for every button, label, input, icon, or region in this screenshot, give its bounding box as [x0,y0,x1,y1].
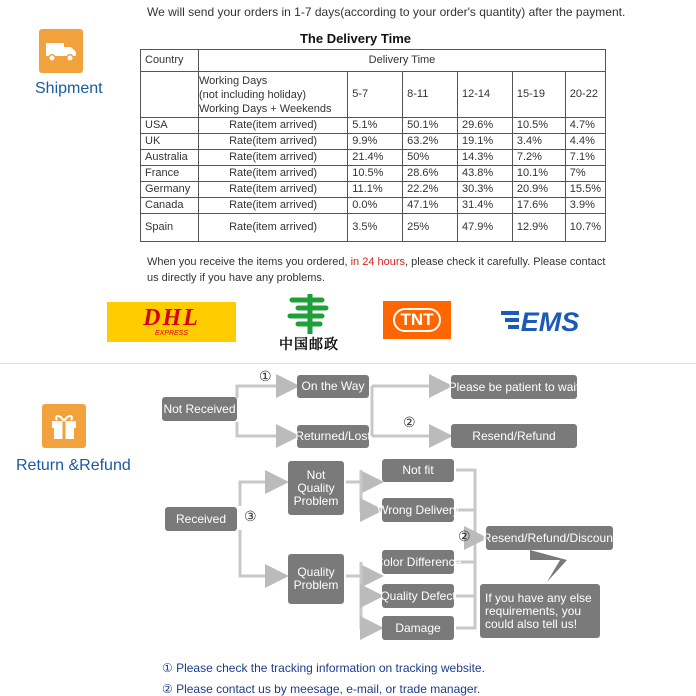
percentage-cell: 7.1% [565,150,605,166]
percentage-cell: 4.4% [565,134,605,150]
rate-cell: Rate(item arrived) [198,198,347,214]
table-row [141,198,606,214]
china-post-logo-text: 中国邮政 [279,336,339,352]
header-country: Country [141,50,199,72]
percentage-cell: 15.5% [565,182,605,198]
percentage-cell: 9.9% [348,134,403,150]
table-row [141,134,606,150]
footnote-2: ② Please contact us by meesage, e-mail, or trade manager. [162,682,481,696]
rate-cell: Rate(item arrived) [198,150,347,166]
percentage-cell: 31.4% [457,198,512,214]
header-blank [141,72,199,118]
not-quality-problem-box: Not Quality Problem [288,461,344,515]
working-days-line: Working Days [198,74,268,87]
percentage-cell: 50% [403,150,458,166]
header-delivery-time: Delivery Time [198,50,605,72]
percentage-cell: 10.7% [565,214,605,242]
shipment-label: Shipment [35,80,103,97]
percentage-cell: 11.1% [348,182,403,198]
percentage-cell: 22.2% [403,182,458,198]
percentage-cell: 7.2% [512,150,565,166]
rate-cell: Rate(item arrived) [198,214,347,242]
percentage-cell: 19.1% [457,134,512,150]
country-cell: USA [141,118,199,134]
ems-logo [492,304,588,340]
percentage-cell: 10.1% [512,166,565,182]
percentage-cell: 20.9% [512,182,565,198]
percentage-cell: 17.6% [512,198,565,214]
table-row [141,150,606,166]
step-1-marker: ① [259,368,272,384]
wrong-delivery-box: Wrong Delivery [382,498,454,522]
percentage-cell: 25% [403,214,458,242]
be-patient-box: Please be patient to wait [451,375,577,399]
received-box: Received [165,507,237,531]
on-the-way-box: On the Way [297,375,369,398]
quality-defect-box: Quality Defect [382,584,454,608]
percentage-cell: 5.1% [348,118,403,134]
percentage-cell: 0.0% [348,198,403,214]
ems-logo-text: EMS [520,307,580,337]
dhl-logo-text: DHL [143,305,200,331]
working-days-line: Working Days + Weekends [198,102,332,115]
else-requirements-bubble: If you have any else requirements, you could also tell us! [480,584,600,638]
percentage-cell: 28.6% [403,166,458,182]
percentage-cell: 50.1% [403,118,458,134]
country-cell: Germany [141,182,199,198]
range-cell: 15-19 [512,72,565,118]
quality-problem-box: Quality Problem [288,554,344,604]
country-cell: UK [141,134,199,150]
table-row [141,182,606,198]
color-difference-box: Color Difference [382,550,454,574]
dhl-logo [107,302,236,342]
return-refund-label: Return &Refund [16,457,131,474]
range-cell: 20-22 [565,72,605,118]
china-post-logo [271,292,347,360]
country-cell: Canada [141,198,199,214]
percentage-cell: 43.8% [457,166,512,182]
percentage-cell: 3.5% [348,214,403,242]
rate-cell: Rate(item arrived) [198,118,347,134]
percentage-cell: 10.5% [348,166,403,182]
step-2-marker: ② [403,414,416,430]
country-cell: Australia [141,150,199,166]
damage-box: Damage [382,616,454,640]
dhl-logo-subtext: EXPRESS [154,330,189,337]
receive-note [147,254,617,286]
shipping-note: We will send your orders in 1-7 days(according to your order's quantity) after the payment. [147,5,626,19]
percentage-cell: 47.1% [403,198,458,214]
table-header-row [141,50,606,72]
country-cell: France [141,166,199,182]
range-cell: 12-14 [457,72,512,118]
percentage-cell: 7% [565,166,605,182]
percentage-cell: 21.4% [348,150,403,166]
step-3-marker: ③ [244,508,257,524]
receive-note-text: When you receive the items you ordered, [147,256,351,268]
china-post-emblem-icon [284,292,334,336]
percentage-cell: 10.5% [512,118,565,134]
receive-note-highlight: in 24 hours [350,256,406,268]
percentage-cell: 47.9% [457,214,512,242]
resend-refund-box: Resend/Refund [451,424,577,448]
percentage-cell: 4.7% [565,118,605,134]
not-received-box: Not Received [162,397,237,421]
not-fit-box: Not fit [382,459,454,482]
delivery-table [140,49,606,242]
receive-note-text: , please check it carefully. Please contact us directly if you have any problems. [147,256,606,284]
table-row [141,166,606,182]
range-cell: 5-7 [348,72,403,118]
step-2-marker: ② [458,528,471,544]
table-row [141,118,606,134]
ems-speed-lines-icon [501,309,521,335]
rate-cell: Rate(item arrived) [198,166,347,182]
country-cell: Spain [141,214,199,242]
working-days-line: (not including holiday) [198,88,306,101]
percentage-cell: 29.6% [457,118,512,134]
truck-icon [39,29,83,73]
rate-cell: Rate(item arrived) [198,134,347,150]
footnote-1: ① Please check the tracking information on tracking website. [162,661,485,675]
table-row [141,214,606,242]
percentage-cell: 63.2% [403,134,458,150]
table-title: The Delivery Time [299,31,412,46]
percentage-cell: 3.4% [512,134,565,150]
range-cell: 8-11 [403,72,458,118]
table-subheader-row [141,72,606,118]
tnt-logo [383,301,451,339]
tnt-logo-text: TNT [393,308,440,332]
percentage-cell: 14.3% [457,150,512,166]
resend-refund-discount-box: Resend/Refund/Discount [486,526,613,550]
percentage-cell: 12.9% [512,214,565,242]
returned-lost-box: Returned/Lost [297,425,369,448]
percentage-cell: 3.9% [565,198,605,214]
percentage-cell: 30.3% [457,182,512,198]
rate-cell: Rate(item arrived) [198,182,347,198]
working-days-cell [198,72,347,118]
